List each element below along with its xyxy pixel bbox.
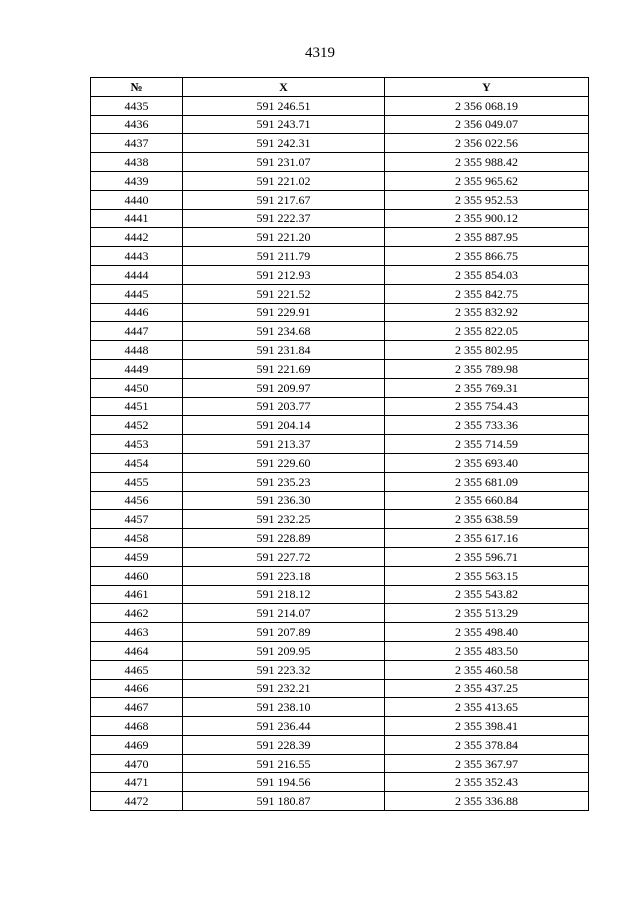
table-row <box>91 153 589 172</box>
cell-number: 4438 <box>91 153 183 172</box>
cell-y: 2 355 660.84 <box>385 491 589 510</box>
cell-number: 4463 <box>91 623 183 642</box>
cell-y: 2 355 900.12 <box>385 209 589 228</box>
cell-number: 4467 <box>91 698 183 717</box>
table-row <box>91 679 589 698</box>
cell-y: 2 355 754.43 <box>385 397 589 416</box>
cell-y: 2 355 952.53 <box>385 190 589 209</box>
cell-number: 4469 <box>91 735 183 754</box>
cell-y: 2 355 714.59 <box>385 435 589 454</box>
cell-x: 591 232.21 <box>183 679 385 698</box>
cell-y: 2 355 513.29 <box>385 604 589 623</box>
cell-y: 2 355 842.75 <box>385 284 589 303</box>
cell-number: 4439 <box>91 171 183 190</box>
cell-number: 4453 <box>91 435 183 454</box>
table-row <box>91 660 589 679</box>
cell-number: 4442 <box>91 228 183 247</box>
table-row <box>91 623 589 642</box>
cell-number: 4444 <box>91 265 183 284</box>
table-row <box>91 735 589 754</box>
header-x: X <box>183 78 385 97</box>
cell-x: 591 243.71 <box>183 115 385 134</box>
table-row <box>91 529 589 548</box>
cell-x: 591 228.89 <box>183 529 385 548</box>
table-row <box>91 604 589 623</box>
cell-x: 591 212.93 <box>183 265 385 284</box>
header-number: № <box>91 78 183 97</box>
cell-y: 2 355 460.58 <box>385 660 589 679</box>
table-row <box>91 247 589 266</box>
cell-number: 4471 <box>91 773 183 792</box>
header-row <box>91 78 589 97</box>
cell-x: 591 218.12 <box>183 585 385 604</box>
table-row <box>91 359 589 378</box>
cell-number: 4466 <box>91 679 183 698</box>
cell-number: 4461 <box>91 585 183 604</box>
cell-y: 2 355 617.16 <box>385 529 589 548</box>
table-row <box>91 397 589 416</box>
cell-number: 4455 <box>91 472 183 491</box>
table-row <box>91 341 589 360</box>
cell-x: 591 229.91 <box>183 303 385 322</box>
cell-y: 2 355 543.82 <box>385 585 589 604</box>
table-row <box>91 115 589 134</box>
cell-number: 4446 <box>91 303 183 322</box>
cell-x: 591 209.95 <box>183 641 385 660</box>
cell-number: 4464 <box>91 641 183 660</box>
cell-number: 4465 <box>91 660 183 679</box>
table-row <box>91 698 589 717</box>
cell-x: 591 227.72 <box>183 547 385 566</box>
cell-y: 2 356 049.07 <box>385 115 589 134</box>
cell-number: 4450 <box>91 378 183 397</box>
cell-x: 591 221.02 <box>183 171 385 190</box>
table-row <box>91 96 589 115</box>
cell-x: 591 216.55 <box>183 754 385 773</box>
cell-number: 4459 <box>91 547 183 566</box>
cell-y: 2 355 681.09 <box>385 472 589 491</box>
cell-x: 591 213.37 <box>183 435 385 454</box>
cell-y: 2 355 398.41 <box>385 717 589 736</box>
table-row <box>91 792 589 811</box>
cell-number: 4472 <box>91 792 183 811</box>
table-body <box>91 96 589 810</box>
cell-x: 591 231.07 <box>183 153 385 172</box>
table-row <box>91 566 589 585</box>
cell-y: 2 355 769.31 <box>385 378 589 397</box>
cell-number: 4460 <box>91 566 183 585</box>
table-header <box>91 78 589 97</box>
table-row <box>91 303 589 322</box>
cell-number: 4456 <box>91 491 183 510</box>
cell-x: 591 203.77 <box>183 397 385 416</box>
cell-y: 2 355 336.88 <box>385 792 589 811</box>
cell-x: 591 236.30 <box>183 491 385 510</box>
cell-y: 2 355 965.62 <box>385 171 589 190</box>
cell-y: 2 355 437.25 <box>385 679 589 698</box>
cell-y: 2 356 068.19 <box>385 96 589 115</box>
cell-y: 2 355 802.95 <box>385 341 589 360</box>
cell-y: 2 355 378.84 <box>385 735 589 754</box>
table-row <box>91 209 589 228</box>
cell-y: 2 355 733.36 <box>385 416 589 435</box>
table-row <box>91 641 589 660</box>
cell-x: 591 180.87 <box>183 792 385 811</box>
table-row <box>91 754 589 773</box>
table-row <box>91 322 589 341</box>
cell-x: 591 242.31 <box>183 134 385 153</box>
cell-y: 2 355 832.92 <box>385 303 589 322</box>
cell-y: 2 355 789.98 <box>385 359 589 378</box>
cell-x: 591 238.10 <box>183 698 385 717</box>
table-row <box>91 171 589 190</box>
cell-number: 4441 <box>91 209 183 228</box>
cell-x: 591 222.37 <box>183 209 385 228</box>
cell-number: 4470 <box>91 754 183 773</box>
cell-number: 4451 <box>91 397 183 416</box>
cell-y: 2 355 866.75 <box>385 247 589 266</box>
table-row <box>91 416 589 435</box>
cell-x: 591 221.52 <box>183 284 385 303</box>
table-row <box>91 773 589 792</box>
cell-y: 2 355 367.97 <box>385 754 589 773</box>
page-number: 4319 <box>305 45 335 61</box>
cell-y: 2 355 638.59 <box>385 510 589 529</box>
table-row <box>91 717 589 736</box>
cell-number: 4452 <box>91 416 183 435</box>
cell-x: 591 246.51 <box>183 96 385 115</box>
cell-y: 2 355 483.50 <box>385 641 589 660</box>
table-row <box>91 453 589 472</box>
cell-y: 2 355 887.95 <box>385 228 589 247</box>
table-row <box>91 228 589 247</box>
cell-x: 591 223.32 <box>183 660 385 679</box>
cell-x: 591 209.97 <box>183 378 385 397</box>
cell-y: 2 355 563.15 <box>385 566 589 585</box>
cell-number: 4443 <box>91 247 183 266</box>
cell-x: 591 223.18 <box>183 566 385 585</box>
cell-number: 4436 <box>91 115 183 134</box>
table-row <box>91 547 589 566</box>
cell-x: 591 211.79 <box>183 247 385 266</box>
cell-x: 591 221.69 <box>183 359 385 378</box>
cell-y: 2 355 352.43 <box>385 773 589 792</box>
header-y: Y <box>385 78 589 97</box>
cell-x: 591 236.44 <box>183 717 385 736</box>
table-row <box>91 510 589 529</box>
cell-number: 4468 <box>91 717 183 736</box>
cell-y: 2 355 822.05 <box>385 322 589 341</box>
cell-number: 4440 <box>91 190 183 209</box>
cell-x: 591 228.39 <box>183 735 385 754</box>
cell-y: 2 355 413.65 <box>385 698 589 717</box>
cell-number: 4457 <box>91 510 183 529</box>
cell-number: 4437 <box>91 134 183 153</box>
cell-x: 591 229.60 <box>183 453 385 472</box>
cell-x: 591 231.84 <box>183 341 385 360</box>
cell-x: 591 232.25 <box>183 510 385 529</box>
table-row <box>91 265 589 284</box>
table-row <box>91 378 589 397</box>
cell-x: 591 217.67 <box>183 190 385 209</box>
cell-x: 591 204.14 <box>183 416 385 435</box>
cell-y: 2 356 022.56 <box>385 134 589 153</box>
cell-number: 4435 <box>91 96 183 115</box>
table-row <box>91 491 589 510</box>
table-row <box>91 284 589 303</box>
cell-number: 4447 <box>91 322 183 341</box>
cell-x: 591 207.89 <box>183 623 385 642</box>
table-row <box>91 190 589 209</box>
cell-number: 4448 <box>91 341 183 360</box>
cell-number: 4458 <box>91 529 183 548</box>
cell-x: 591 221.20 <box>183 228 385 247</box>
cell-y: 2 355 693.40 <box>385 453 589 472</box>
cell-x: 591 234.68 <box>183 322 385 341</box>
cell-y: 2 355 988.42 <box>385 153 589 172</box>
cell-number: 4445 <box>91 284 183 303</box>
cell-x: 591 214.07 <box>183 604 385 623</box>
cell-y: 2 355 854.03 <box>385 265 589 284</box>
cell-y: 2 355 498.40 <box>385 623 589 642</box>
cell-x: 591 194.56 <box>183 773 385 792</box>
cell-number: 4454 <box>91 453 183 472</box>
table-row <box>91 585 589 604</box>
cell-x: 591 235.23 <box>183 472 385 491</box>
cell-y: 2 355 596.71 <box>385 547 589 566</box>
table-row <box>91 472 589 491</box>
cell-number: 4449 <box>91 359 183 378</box>
cell-number: 4462 <box>91 604 183 623</box>
table-row <box>91 134 589 153</box>
coordinates-table <box>90 77 589 811</box>
table-row <box>91 435 589 454</box>
